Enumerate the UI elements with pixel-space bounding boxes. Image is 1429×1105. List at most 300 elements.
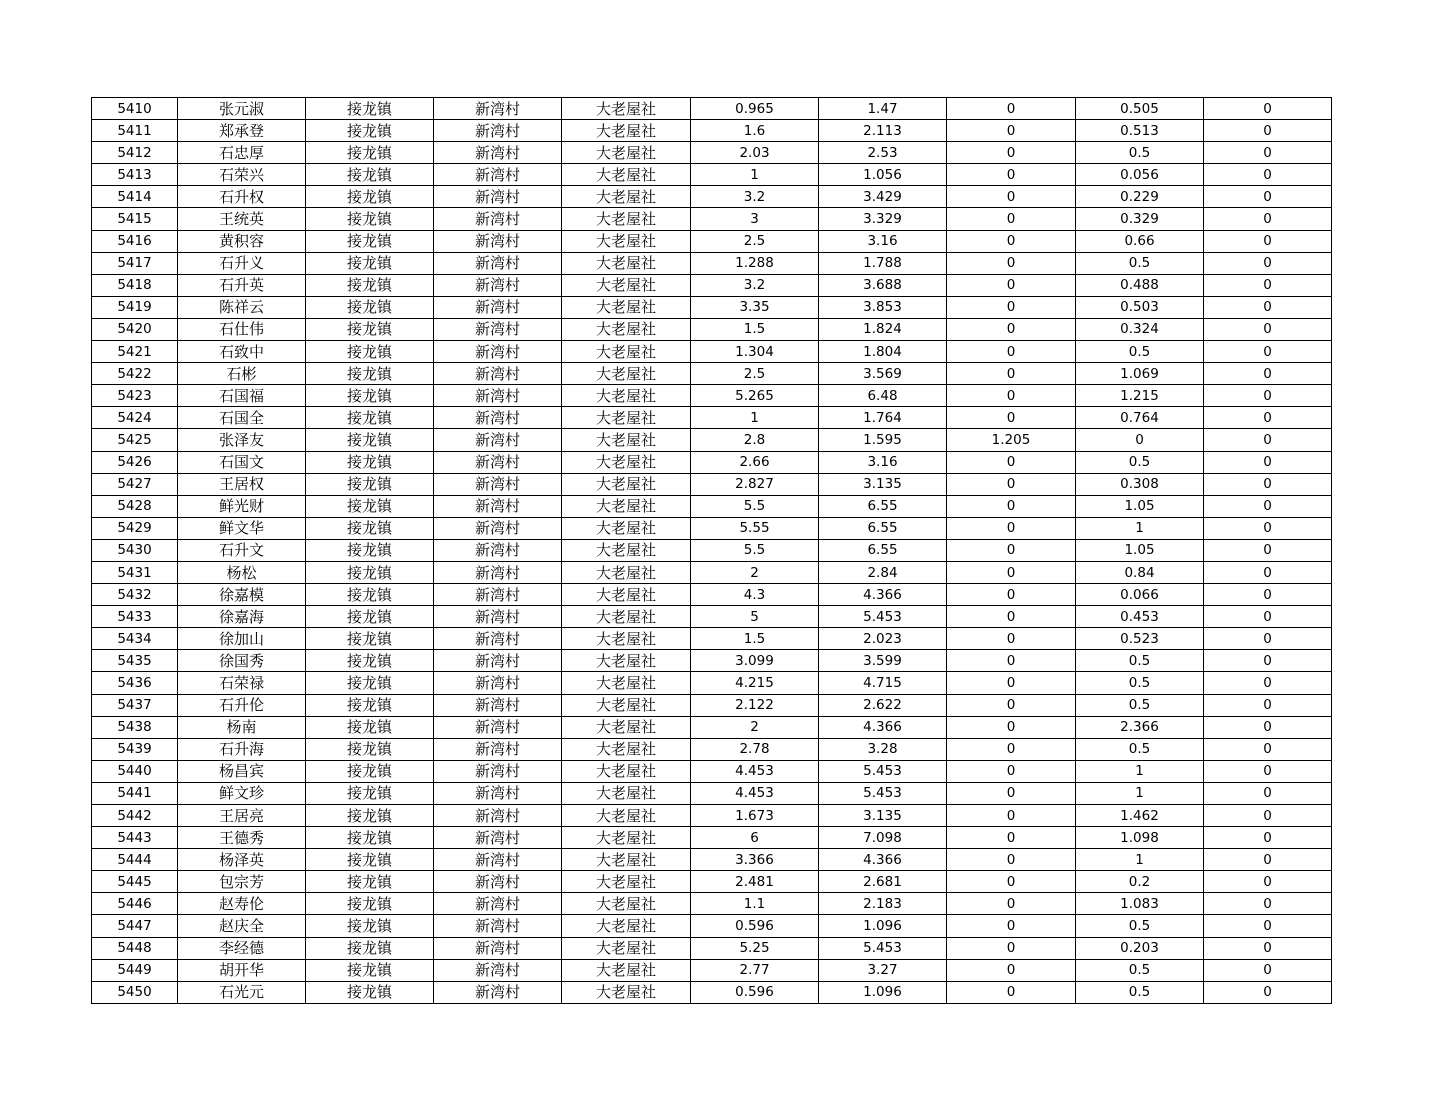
value-1-cell: 2.481 bbox=[691, 871, 819, 893]
value-2-cell: 1.595 bbox=[819, 429, 947, 451]
group-cell: 大老屋社 bbox=[562, 827, 691, 849]
id-cell: 5412 bbox=[92, 142, 178, 164]
table-row bbox=[92, 252, 1332, 274]
value-4-cell: 1.05 bbox=[1076, 539, 1204, 561]
value-2-cell: 3.16 bbox=[819, 451, 947, 473]
group-cell: 大老屋社 bbox=[562, 738, 691, 760]
value-3-cell: 0 bbox=[947, 451, 1076, 473]
name-cell: 张元淑 bbox=[178, 98, 306, 120]
value-5-cell: 0 bbox=[1204, 164, 1332, 186]
town-cell: 接龙镇 bbox=[306, 208, 434, 230]
value-2-cell: 5.453 bbox=[819, 782, 947, 804]
name-cell: 王统英 bbox=[178, 208, 306, 230]
table-row bbox=[92, 120, 1332, 142]
value-1-cell: 2.827 bbox=[691, 473, 819, 495]
value-2-cell: 3.569 bbox=[819, 363, 947, 385]
id-cell: 5414 bbox=[92, 186, 178, 208]
value-2-cell: 1.47 bbox=[819, 98, 947, 120]
value-5-cell: 0 bbox=[1204, 495, 1332, 517]
value-4-cell: 0.66 bbox=[1076, 230, 1204, 252]
value-3-cell: 0 bbox=[947, 606, 1076, 628]
village-cell: 新湾村 bbox=[434, 473, 562, 495]
value-2-cell: 4.715 bbox=[819, 672, 947, 694]
table-row bbox=[92, 849, 1332, 871]
town-cell: 接龙镇 bbox=[306, 672, 434, 694]
value-1-cell: 1.304 bbox=[691, 341, 819, 363]
value-3-cell: 0 bbox=[947, 893, 1076, 915]
table-row bbox=[92, 915, 1332, 937]
town-cell: 接龙镇 bbox=[306, 738, 434, 760]
id-cell: 5426 bbox=[92, 451, 178, 473]
group-cell: 大老屋社 bbox=[562, 274, 691, 296]
name-cell: 王德秀 bbox=[178, 827, 306, 849]
town-cell: 接龙镇 bbox=[306, 451, 434, 473]
table-row bbox=[92, 716, 1332, 738]
value-5-cell: 0 bbox=[1204, 849, 1332, 871]
table-row bbox=[92, 606, 1332, 628]
village-cell: 新湾村 bbox=[434, 716, 562, 738]
name-cell: 石致中 bbox=[178, 341, 306, 363]
value-3-cell: 0 bbox=[947, 318, 1076, 340]
table-row bbox=[92, 760, 1332, 782]
value-1-cell: 3.366 bbox=[691, 849, 819, 871]
id-cell: 5434 bbox=[92, 628, 178, 650]
value-1-cell: 3.2 bbox=[691, 186, 819, 208]
town-cell: 接龙镇 bbox=[306, 760, 434, 782]
value-4-cell: 0.5 bbox=[1076, 981, 1204, 1003]
id-cell: 5420 bbox=[92, 318, 178, 340]
value-2-cell: 3.429 bbox=[819, 186, 947, 208]
value-2-cell: 5.453 bbox=[819, 937, 947, 959]
value-4-cell: 0.329 bbox=[1076, 208, 1204, 230]
village-cell: 新湾村 bbox=[434, 584, 562, 606]
value-3-cell: 0 bbox=[947, 628, 1076, 650]
value-3-cell: 0 bbox=[947, 805, 1076, 827]
id-cell: 5432 bbox=[92, 584, 178, 606]
value-4-cell: 0 bbox=[1076, 429, 1204, 451]
value-4-cell: 0.764 bbox=[1076, 407, 1204, 429]
value-4-cell: 1 bbox=[1076, 517, 1204, 539]
value-3-cell: 0 bbox=[947, 871, 1076, 893]
value-2-cell: 1.764 bbox=[819, 407, 947, 429]
value-3-cell: 0 bbox=[947, 539, 1076, 561]
value-5-cell: 0 bbox=[1204, 318, 1332, 340]
value-1-cell: 1.5 bbox=[691, 318, 819, 340]
table-row bbox=[92, 694, 1332, 716]
value-3-cell: 0 bbox=[947, 341, 1076, 363]
table-row bbox=[92, 561, 1332, 583]
value-5-cell: 0 bbox=[1204, 341, 1332, 363]
value-1-cell: 1.6 bbox=[691, 120, 819, 142]
town-cell: 接龙镇 bbox=[306, 385, 434, 407]
value-2-cell: 6.55 bbox=[819, 539, 947, 561]
table-row bbox=[92, 738, 1332, 760]
value-3-cell: 0 bbox=[947, 186, 1076, 208]
value-4-cell: 0.5 bbox=[1076, 672, 1204, 694]
village-cell: 新湾村 bbox=[434, 363, 562, 385]
value-1-cell: 1 bbox=[691, 407, 819, 429]
town-cell: 接龙镇 bbox=[306, 915, 434, 937]
name-cell: 石国福 bbox=[178, 385, 306, 407]
value-3-cell: 0 bbox=[947, 274, 1076, 296]
village-cell: 新湾村 bbox=[434, 915, 562, 937]
id-cell: 5418 bbox=[92, 274, 178, 296]
id-cell: 5411 bbox=[92, 120, 178, 142]
town-cell: 接龙镇 bbox=[306, 716, 434, 738]
value-4-cell: 0.5 bbox=[1076, 341, 1204, 363]
value-1-cell: 2.66 bbox=[691, 451, 819, 473]
value-3-cell: 0 bbox=[947, 407, 1076, 429]
value-3-cell: 0 bbox=[947, 495, 1076, 517]
town-cell: 接龙镇 bbox=[306, 517, 434, 539]
table-row bbox=[92, 650, 1332, 672]
value-3-cell: 0 bbox=[947, 937, 1076, 959]
town-cell: 接龙镇 bbox=[306, 871, 434, 893]
town-cell: 接龙镇 bbox=[306, 296, 434, 318]
group-cell: 大老屋社 bbox=[562, 296, 691, 318]
town-cell: 接龙镇 bbox=[306, 694, 434, 716]
town-cell: 接龙镇 bbox=[306, 805, 434, 827]
value-5-cell: 0 bbox=[1204, 584, 1332, 606]
group-cell: 大老屋社 bbox=[562, 473, 691, 495]
group-cell: 大老屋社 bbox=[562, 871, 691, 893]
name-cell: 包宗芳 bbox=[178, 871, 306, 893]
value-4-cell: 1 bbox=[1076, 849, 1204, 871]
value-1-cell: 5.5 bbox=[691, 495, 819, 517]
value-1-cell: 2.122 bbox=[691, 694, 819, 716]
value-3-cell: 0 bbox=[947, 981, 1076, 1003]
value-2-cell: 1.096 bbox=[819, 915, 947, 937]
value-5-cell: 0 bbox=[1204, 871, 1332, 893]
value-5-cell: 0 bbox=[1204, 628, 1332, 650]
value-4-cell: 0.2 bbox=[1076, 871, 1204, 893]
value-2-cell: 3.135 bbox=[819, 805, 947, 827]
value-1-cell: 5.5 bbox=[691, 539, 819, 561]
village-cell: 新湾村 bbox=[434, 164, 562, 186]
value-4-cell: 1.098 bbox=[1076, 827, 1204, 849]
value-5-cell: 0 bbox=[1204, 208, 1332, 230]
value-2-cell: 3.135 bbox=[819, 473, 947, 495]
value-2-cell: 4.366 bbox=[819, 584, 947, 606]
value-3-cell: 0 bbox=[947, 164, 1076, 186]
table-row bbox=[92, 584, 1332, 606]
value-4-cell: 1.462 bbox=[1076, 805, 1204, 827]
value-4-cell: 0.513 bbox=[1076, 120, 1204, 142]
name-cell: 石彬 bbox=[178, 363, 306, 385]
group-cell: 大老屋社 bbox=[562, 341, 691, 363]
name-cell: 胡开华 bbox=[178, 959, 306, 981]
group-cell: 大老屋社 bbox=[562, 363, 691, 385]
name-cell: 石升义 bbox=[178, 252, 306, 274]
name-cell: 石升英 bbox=[178, 274, 306, 296]
group-cell: 大老屋社 bbox=[562, 959, 691, 981]
table-row bbox=[92, 871, 1332, 893]
data-table bbox=[91, 97, 1332, 1004]
name-cell: 赵寿伦 bbox=[178, 893, 306, 915]
value-4-cell: 0.488 bbox=[1076, 274, 1204, 296]
value-5-cell: 0 bbox=[1204, 120, 1332, 142]
village-cell: 新湾村 bbox=[434, 606, 562, 628]
value-3-cell: 0 bbox=[947, 650, 1076, 672]
value-1-cell: 2 bbox=[691, 561, 819, 583]
value-1-cell: 2.5 bbox=[691, 230, 819, 252]
village-cell: 新湾村 bbox=[434, 672, 562, 694]
village-cell: 新湾村 bbox=[434, 495, 562, 517]
group-cell: 大老屋社 bbox=[562, 120, 691, 142]
group-cell: 大老屋社 bbox=[562, 805, 691, 827]
group-cell: 大老屋社 bbox=[562, 186, 691, 208]
village-cell: 新湾村 bbox=[434, 186, 562, 208]
group-cell: 大老屋社 bbox=[562, 451, 691, 473]
name-cell: 赵庆全 bbox=[178, 915, 306, 937]
name-cell: 徐嘉模 bbox=[178, 584, 306, 606]
id-cell: 5442 bbox=[92, 805, 178, 827]
town-cell: 接龙镇 bbox=[306, 318, 434, 340]
group-cell: 大老屋社 bbox=[562, 385, 691, 407]
town-cell: 接龙镇 bbox=[306, 937, 434, 959]
value-5-cell: 0 bbox=[1204, 606, 1332, 628]
name-cell: 王居亮 bbox=[178, 805, 306, 827]
value-5-cell: 0 bbox=[1204, 98, 1332, 120]
value-1-cell: 5.265 bbox=[691, 385, 819, 407]
value-4-cell: 0.5 bbox=[1076, 694, 1204, 716]
table-row bbox=[92, 429, 1332, 451]
name-cell: 石光元 bbox=[178, 981, 306, 1003]
value-4-cell: 1 bbox=[1076, 760, 1204, 782]
table-row bbox=[92, 407, 1332, 429]
value-5-cell: 0 bbox=[1204, 274, 1332, 296]
name-cell: 徐国秀 bbox=[178, 650, 306, 672]
value-5-cell: 0 bbox=[1204, 473, 1332, 495]
value-1-cell: 4.215 bbox=[691, 672, 819, 694]
value-1-cell: 0.965 bbox=[691, 98, 819, 120]
value-4-cell: 0.308 bbox=[1076, 473, 1204, 495]
name-cell: 李经德 bbox=[178, 937, 306, 959]
value-4-cell: 0.5 bbox=[1076, 650, 1204, 672]
village-cell: 新湾村 bbox=[434, 650, 562, 672]
group-cell: 大老屋社 bbox=[562, 407, 691, 429]
value-4-cell: 0.5 bbox=[1076, 451, 1204, 473]
id-cell: 5425 bbox=[92, 429, 178, 451]
id-cell: 5424 bbox=[92, 407, 178, 429]
id-cell: 5448 bbox=[92, 937, 178, 959]
town-cell: 接龙镇 bbox=[306, 230, 434, 252]
village-cell: 新湾村 bbox=[434, 120, 562, 142]
value-5-cell: 0 bbox=[1204, 539, 1332, 561]
group-cell: 大老屋社 bbox=[562, 142, 691, 164]
group-cell: 大老屋社 bbox=[562, 318, 691, 340]
id-cell: 5433 bbox=[92, 606, 178, 628]
value-4-cell: 1.215 bbox=[1076, 385, 1204, 407]
table-row bbox=[92, 208, 1332, 230]
value-4-cell: 0.229 bbox=[1076, 186, 1204, 208]
table-row bbox=[92, 296, 1332, 318]
town-cell: 接龙镇 bbox=[306, 827, 434, 849]
value-1-cell: 3.099 bbox=[691, 650, 819, 672]
town-cell: 接龙镇 bbox=[306, 561, 434, 583]
table-row bbox=[92, 318, 1332, 340]
name-cell: 张泽友 bbox=[178, 429, 306, 451]
group-cell: 大老屋社 bbox=[562, 716, 691, 738]
name-cell: 石忠厚 bbox=[178, 142, 306, 164]
value-2-cell: 1.056 bbox=[819, 164, 947, 186]
town-cell: 接龙镇 bbox=[306, 628, 434, 650]
table-row bbox=[92, 539, 1332, 561]
value-5-cell: 0 bbox=[1204, 760, 1332, 782]
id-cell: 5440 bbox=[92, 760, 178, 782]
value-2-cell: 7.098 bbox=[819, 827, 947, 849]
table-body bbox=[92, 98, 1332, 1004]
village-cell: 新湾村 bbox=[434, 98, 562, 120]
value-3-cell: 0 bbox=[947, 252, 1076, 274]
value-3-cell: 0 bbox=[947, 716, 1076, 738]
value-3-cell: 0 bbox=[947, 208, 1076, 230]
id-cell: 5429 bbox=[92, 517, 178, 539]
value-5-cell: 0 bbox=[1204, 252, 1332, 274]
value-1-cell: 5.25 bbox=[691, 937, 819, 959]
group-cell: 大老屋社 bbox=[562, 230, 691, 252]
id-cell: 5427 bbox=[92, 473, 178, 495]
value-5-cell: 0 bbox=[1204, 230, 1332, 252]
value-1-cell: 1.673 bbox=[691, 805, 819, 827]
table-row bbox=[92, 164, 1332, 186]
id-cell: 5430 bbox=[92, 539, 178, 561]
group-cell: 大老屋社 bbox=[562, 760, 691, 782]
village-cell: 新湾村 bbox=[434, 561, 562, 583]
value-1-cell: 3.2 bbox=[691, 274, 819, 296]
village-cell: 新湾村 bbox=[434, 407, 562, 429]
name-cell: 鲜光财 bbox=[178, 495, 306, 517]
id-cell: 5441 bbox=[92, 782, 178, 804]
value-2-cell: 2.53 bbox=[819, 142, 947, 164]
village-cell: 新湾村 bbox=[434, 782, 562, 804]
id-cell: 5438 bbox=[92, 716, 178, 738]
group-cell: 大老屋社 bbox=[562, 429, 691, 451]
table-row bbox=[92, 142, 1332, 164]
value-2-cell: 4.366 bbox=[819, 849, 947, 871]
table-row bbox=[92, 937, 1332, 959]
value-4-cell: 0.5 bbox=[1076, 252, 1204, 274]
id-cell: 5436 bbox=[92, 672, 178, 694]
table-row bbox=[92, 893, 1332, 915]
table-row bbox=[92, 98, 1332, 120]
value-1-cell: 4.453 bbox=[691, 782, 819, 804]
table-row bbox=[92, 495, 1332, 517]
group-cell: 大老屋社 bbox=[562, 517, 691, 539]
group-cell: 大老屋社 bbox=[562, 782, 691, 804]
group-cell: 大老屋社 bbox=[562, 650, 691, 672]
value-5-cell: 0 bbox=[1204, 186, 1332, 208]
id-cell: 5421 bbox=[92, 341, 178, 363]
value-5-cell: 0 bbox=[1204, 915, 1332, 937]
value-1-cell: 2.8 bbox=[691, 429, 819, 451]
name-cell: 徐嘉海 bbox=[178, 606, 306, 628]
name-cell: 石升海 bbox=[178, 738, 306, 760]
village-cell: 新湾村 bbox=[434, 849, 562, 871]
value-1-cell: 4.3 bbox=[691, 584, 819, 606]
town-cell: 接龙镇 bbox=[306, 495, 434, 517]
name-cell: 石升文 bbox=[178, 539, 306, 561]
value-1-cell: 2.77 bbox=[691, 959, 819, 981]
group-cell: 大老屋社 bbox=[562, 694, 691, 716]
value-4-cell: 0.5 bbox=[1076, 142, 1204, 164]
value-3-cell: 0 bbox=[947, 672, 1076, 694]
value-3-cell: 0 bbox=[947, 584, 1076, 606]
value-2-cell: 2.023 bbox=[819, 628, 947, 650]
value-5-cell: 0 bbox=[1204, 429, 1332, 451]
name-cell: 杨昌宾 bbox=[178, 760, 306, 782]
value-4-cell: 0.503 bbox=[1076, 296, 1204, 318]
value-4-cell: 0.066 bbox=[1076, 584, 1204, 606]
value-4-cell: 1.069 bbox=[1076, 363, 1204, 385]
value-5-cell: 0 bbox=[1204, 827, 1332, 849]
id-cell: 5443 bbox=[92, 827, 178, 849]
value-5-cell: 0 bbox=[1204, 142, 1332, 164]
village-cell: 新湾村 bbox=[434, 628, 562, 650]
table-row bbox=[92, 805, 1332, 827]
village-cell: 新湾村 bbox=[434, 429, 562, 451]
value-1-cell: 2.5 bbox=[691, 363, 819, 385]
value-4-cell: 2.366 bbox=[1076, 716, 1204, 738]
name-cell: 石升伦 bbox=[178, 694, 306, 716]
id-cell: 5435 bbox=[92, 650, 178, 672]
village-cell: 新湾村 bbox=[434, 981, 562, 1003]
village-cell: 新湾村 bbox=[434, 341, 562, 363]
value-4-cell: 0.5 bbox=[1076, 738, 1204, 760]
name-cell: 石升权 bbox=[178, 186, 306, 208]
value-3-cell: 0 bbox=[947, 120, 1076, 142]
village-cell: 新湾村 bbox=[434, 738, 562, 760]
value-1-cell: 2.03 bbox=[691, 142, 819, 164]
id-cell: 5415 bbox=[92, 208, 178, 230]
value-2-cell: 1.096 bbox=[819, 981, 947, 1003]
table-row bbox=[92, 230, 1332, 252]
name-cell: 石荣禄 bbox=[178, 672, 306, 694]
id-cell: 5423 bbox=[92, 385, 178, 407]
town-cell: 接龙镇 bbox=[306, 584, 434, 606]
town-cell: 接龙镇 bbox=[306, 893, 434, 915]
id-cell: 5447 bbox=[92, 915, 178, 937]
group-cell: 大老屋社 bbox=[562, 495, 691, 517]
town-cell: 接龙镇 bbox=[306, 429, 434, 451]
village-cell: 新湾村 bbox=[434, 252, 562, 274]
town-cell: 接龙镇 bbox=[306, 981, 434, 1003]
group-cell: 大老屋社 bbox=[562, 606, 691, 628]
value-5-cell: 0 bbox=[1204, 782, 1332, 804]
value-2-cell: 3.27 bbox=[819, 959, 947, 981]
town-cell: 接龙镇 bbox=[306, 473, 434, 495]
group-cell: 大老屋社 bbox=[562, 584, 691, 606]
table-row bbox=[92, 672, 1332, 694]
id-cell: 5431 bbox=[92, 561, 178, 583]
table-row bbox=[92, 782, 1332, 804]
id-cell: 5437 bbox=[92, 694, 178, 716]
town-cell: 接龙镇 bbox=[306, 186, 434, 208]
village-cell: 新湾村 bbox=[434, 827, 562, 849]
town-cell: 接龙镇 bbox=[306, 142, 434, 164]
town-cell: 接龙镇 bbox=[306, 341, 434, 363]
id-cell: 5422 bbox=[92, 363, 178, 385]
name-cell: 杨泽英 bbox=[178, 849, 306, 871]
group-cell: 大老屋社 bbox=[562, 164, 691, 186]
town-cell: 接龙镇 bbox=[306, 539, 434, 561]
name-cell: 杨南 bbox=[178, 716, 306, 738]
value-5-cell: 0 bbox=[1204, 650, 1332, 672]
group-cell: 大老屋社 bbox=[562, 208, 691, 230]
value-3-cell: 0 bbox=[947, 694, 1076, 716]
value-4-cell: 0.056 bbox=[1076, 164, 1204, 186]
town-cell: 接龙镇 bbox=[306, 274, 434, 296]
